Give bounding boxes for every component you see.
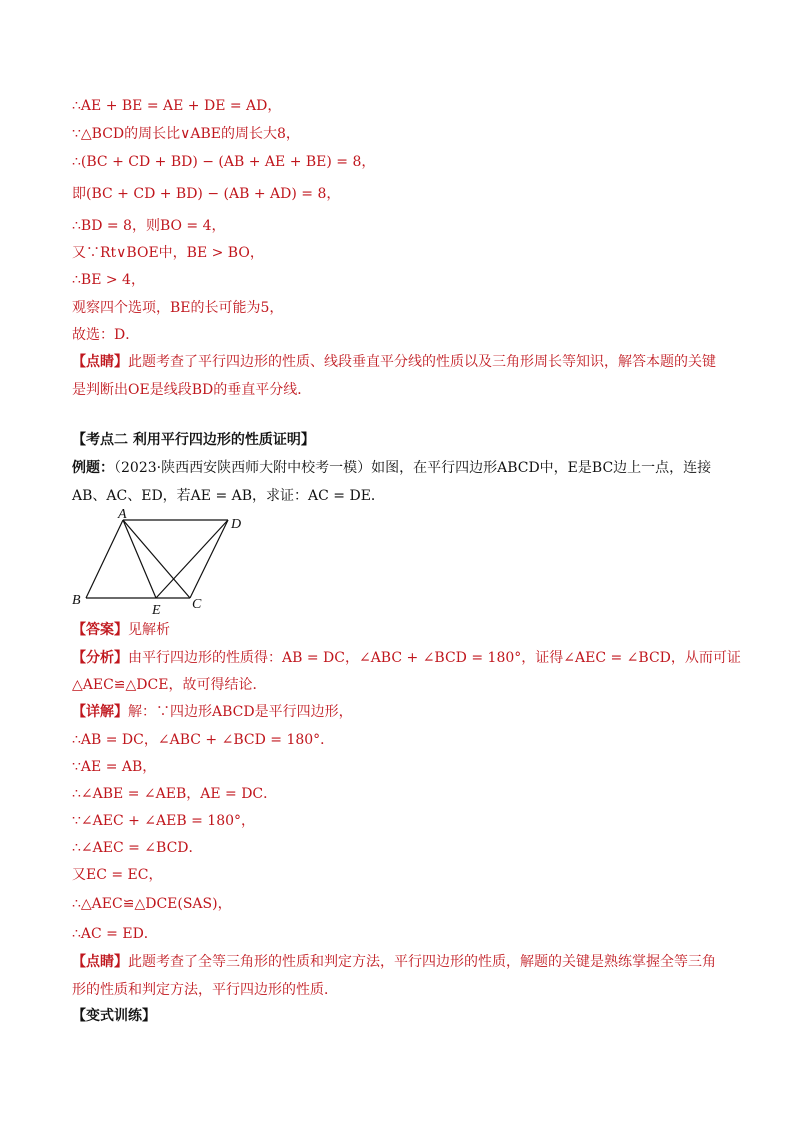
solution-line-4: 即(BC + CD + BD) − (AB + AD) = 8， [72, 186, 341, 202]
segment-cd [190, 520, 228, 598]
solution-line-1: ∴AE + BE = AE + DE = AD， [72, 98, 282, 114]
detail-step-5: ∴∠AEC = ∠BCD． [72, 840, 203, 856]
solution-line-3: ∴(BC + CD + BD) − (AB + AE + BE) = 8， [72, 154, 376, 170]
detail-step-4: ∵∠AEC + ∠AEB = 180°， [72, 813, 256, 829]
analysis-tag: 【分析】 [72, 650, 128, 666]
solution-line-8: 观察四个选项，BE的长可能为5， [72, 300, 284, 316]
analysis-line-2: △AEC≌△DCE，故可得结论． [72, 677, 267, 693]
segment-ab [86, 520, 123, 598]
label-d: D [231, 517, 242, 532]
comment2-line-2: 形的性质和判定方法，平行四边形的性质． [72, 982, 338, 998]
detail-step-3: ∴∠ABE = ∠AEB，AE = DC． [72, 786, 278, 802]
detail-step-6: 又EC = EC， [72, 867, 163, 883]
detail-first: 解：∵四边形ABCD是平行四边形， [128, 704, 353, 720]
label-a: A [118, 508, 127, 522]
detail-step-1: ∴AB = DC，∠ABC + ∠BCD = 180°． [72, 732, 335, 748]
segment-ae [123, 520, 156, 598]
variant-title: 【变式训练】 [72, 1008, 156, 1024]
example-text-1: （2023·陕西西安陕西师大附中校考一模）如图，在平行四边形ABCD中，E是BC边上一点，连接 [114, 460, 712, 476]
answer-tag: 【答案】 [72, 622, 128, 638]
comment2-tag: 【点睛】 [72, 954, 128, 970]
example-tag: 例题： [72, 460, 114, 476]
solution-line-6: 又∵Rt∨BOE中，BE > BO， [72, 245, 264, 261]
answer-line [72, 620, 722, 640]
solution-line-2: ∵△BCD的周长比∨ABE的周长大8， [72, 126, 300, 142]
detail-step-8: ∴AC = ED． [72, 926, 158, 942]
comment1-line-2: 是判断出OE是线段BD的垂直平分线． [72, 382, 312, 398]
parallelogram-figure [68, 508, 248, 618]
label-e: E [152, 603, 161, 618]
solution-line-5: ∴BD = 8，则BO = 4， [72, 218, 226, 234]
analysis-line-1 [72, 648, 741, 668]
detail-tag: 【详解】 [72, 704, 128, 720]
detail-line-1 [72, 702, 722, 722]
comment2-line-1 [72, 952, 722, 972]
segment-ac [123, 520, 190, 598]
example-line-1 [72, 458, 722, 478]
solution-line-9: 故选：D． [72, 327, 140, 343]
analysis-text-1: 由平行四边形的性质得：AB = DC，∠ABC + ∠BCD = 180°，证得∠AEC = ∠BCD，从而可证 [128, 650, 741, 666]
comment1-tag: 【点睛】 [72, 354, 128, 370]
comment1-text-1: 此题考查了平行四边形的性质、线段垂直平分线的性质以及三角形周长等知识，解答本题的关键 [128, 354, 716, 370]
segment-ed [156, 520, 228, 598]
example-line-2: AB、AC、ED，若AE = AB，求证：AC = DE． [72, 488, 385, 504]
comment2-text-1: 此题考查了全等三角形的性质和判定方法，平行四边形的性质，解题的关键是熟练掌握全等三角 [128, 954, 716, 970]
label-c: C [192, 597, 202, 612]
answer-text: 见解析 [128, 622, 170, 638]
label-b: B [72, 593, 81, 608]
detail-step-2: ∵AE = AB， [72, 759, 157, 775]
detail-step-7: ∴△AEC≌△DCE(SAS)， [72, 896, 232, 912]
solution-line-7: ∴BE > 4， [72, 272, 145, 288]
section-title: 【考点二 利用平行四边形的性质证明】 [72, 432, 315, 448]
comment1-line-1 [72, 352, 722, 372]
